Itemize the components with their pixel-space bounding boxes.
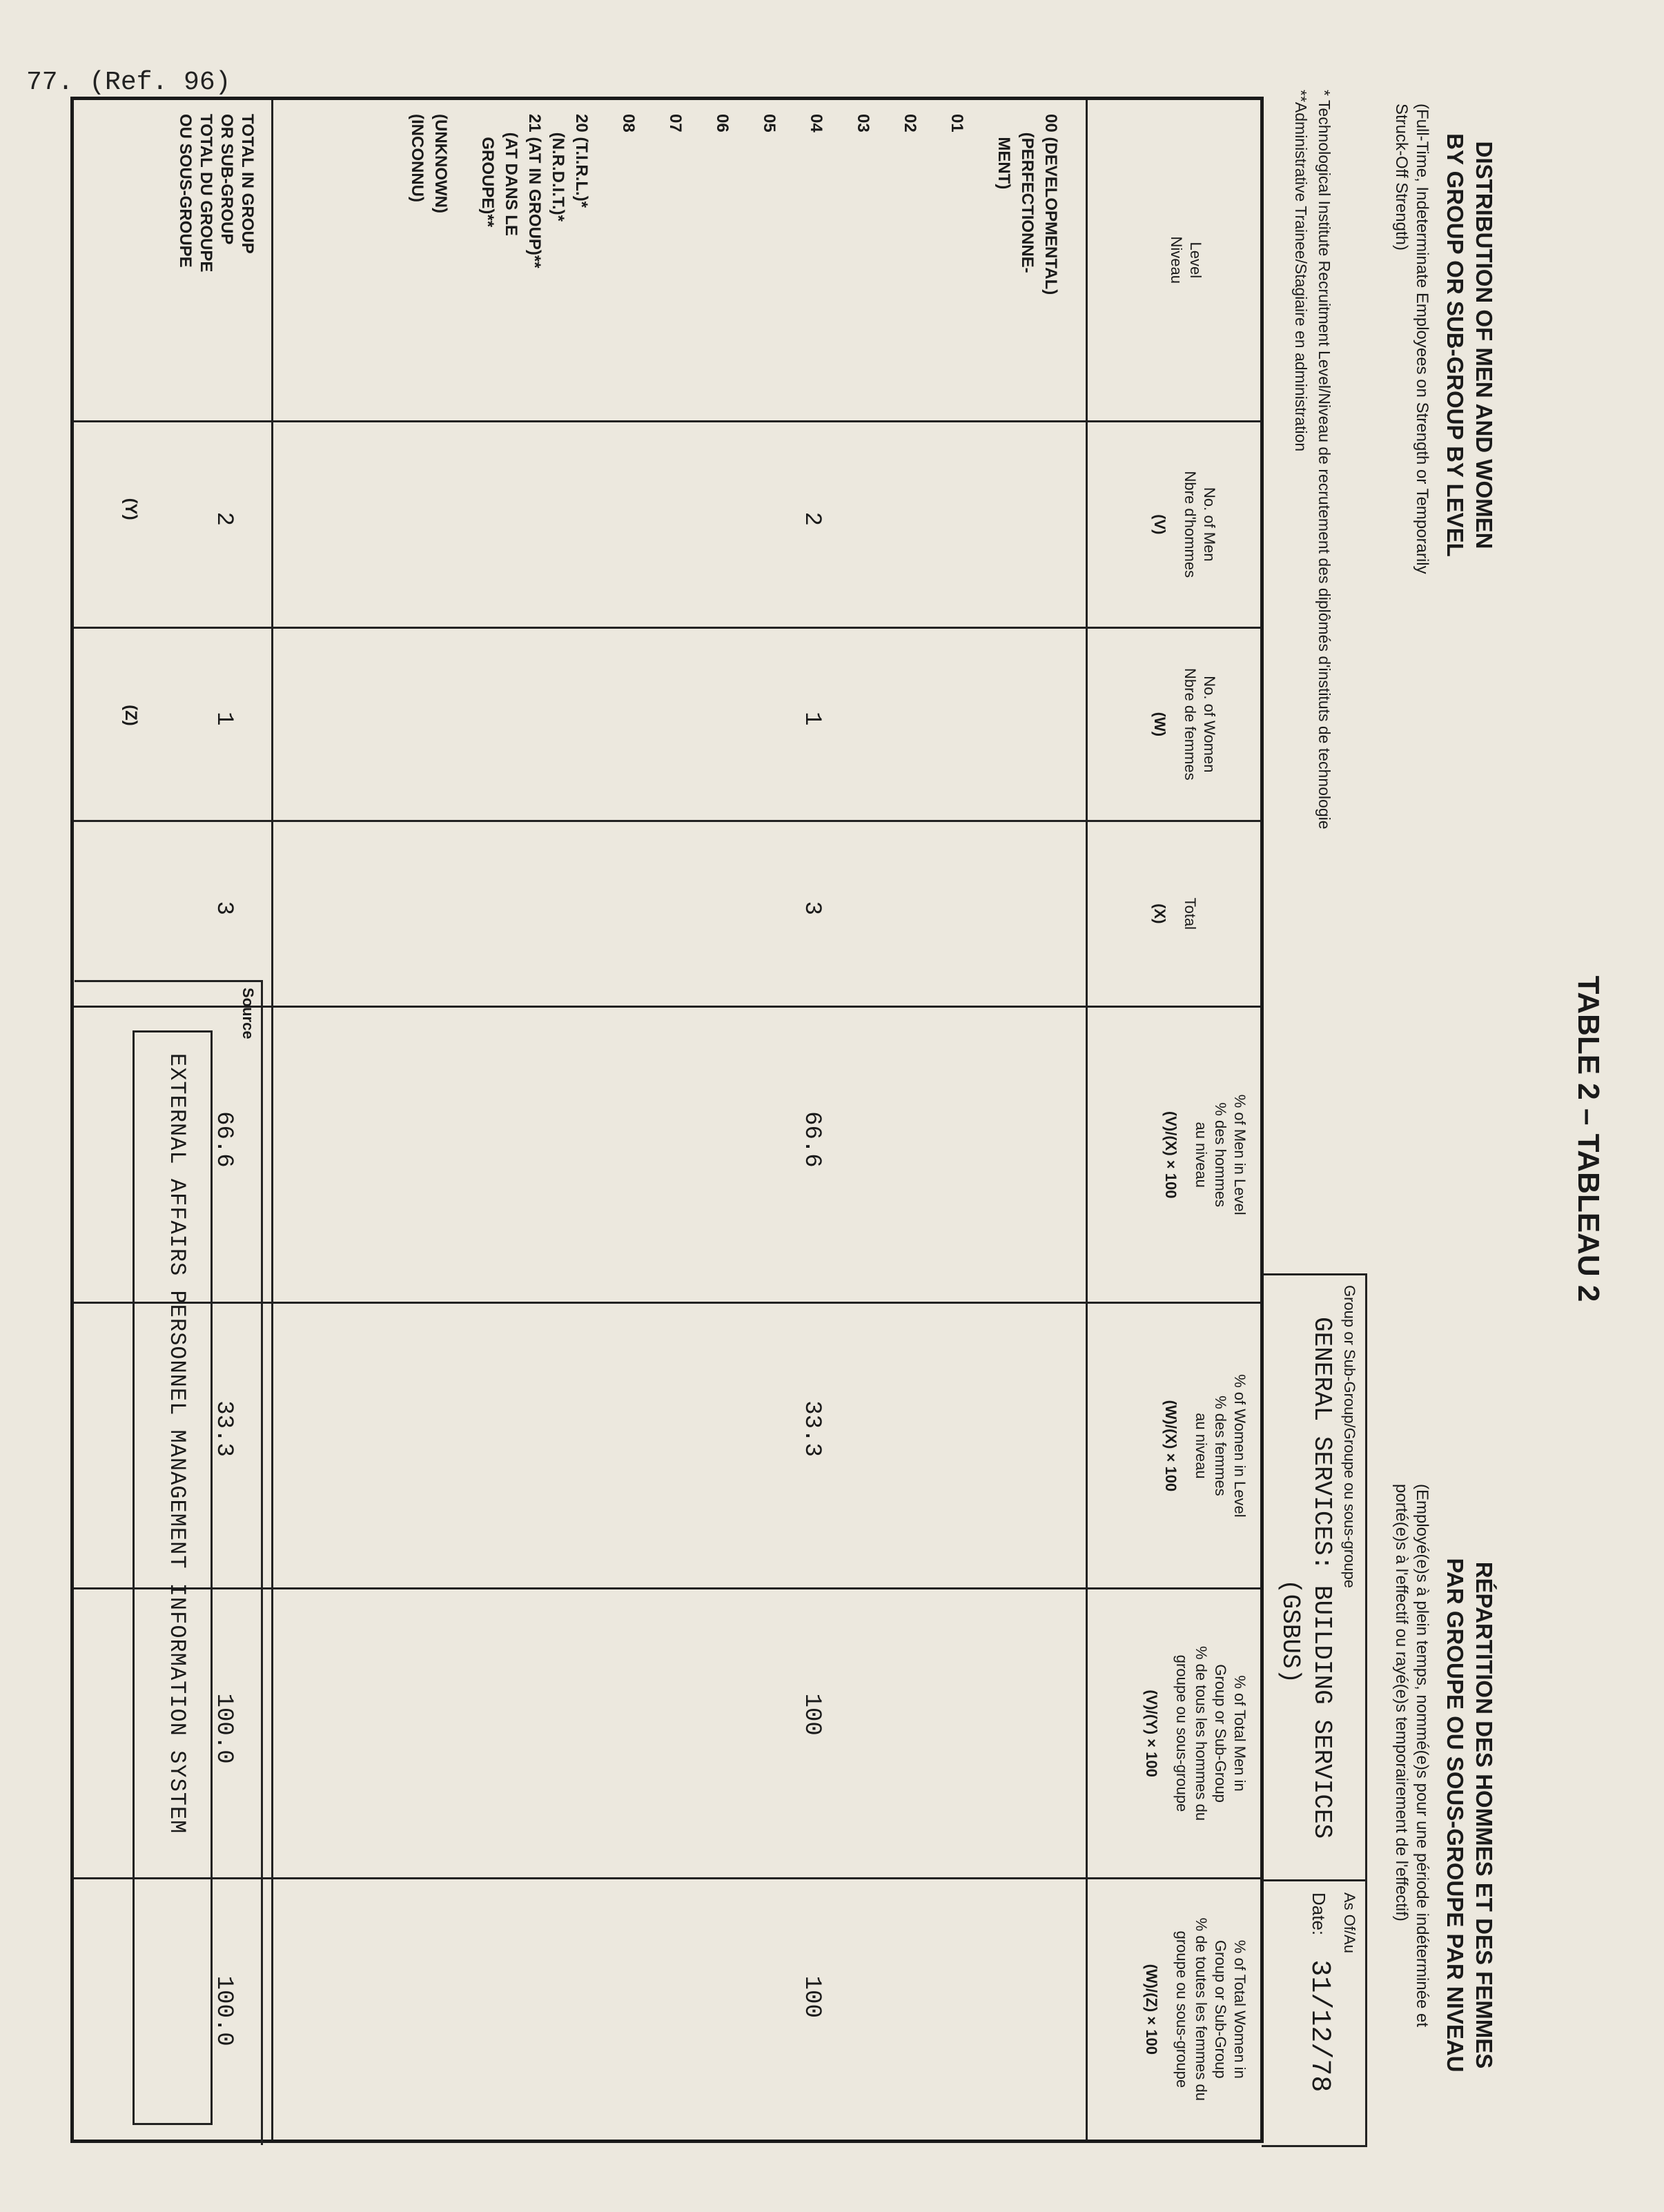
row-04-pct-men: 66.6 (799, 1111, 825, 1168)
col-total-en: Total (1182, 897, 1199, 930)
col-pct-women-en: % of Women in Level (1231, 1374, 1249, 1518)
totals-label-fr1: TOTAL DU GROUPE (197, 114, 215, 273)
header-en-sub2: Struck-Off Strength) (1392, 104, 1411, 251)
date-label: Date: (1309, 1892, 1329, 1936)
header-french (1391, 1484, 1498, 2160)
col-pct-total-women-header (1087, 1878, 1262, 2141)
col-men-header (1087, 421, 1262, 628)
level-list: 00 (DEVELOPMENTAL) (PERFECTIONNE- MENT) 01 02 03 04 05 06 07 08 20 (T.I.R.L.)* (N.R.D.I.T.)* 21 (AT IN GROUP)** (AT DANS LE GROUPE)** (UNKNOWN) (INCONNU) (408, 114, 1060, 295)
col-pct-total-men-fr1: % de tous les hommes du (1193, 1645, 1210, 1821)
date-row (1304, 1892, 1335, 2092)
col-pct-women-sym: (W)/(X) × 100 (1162, 1400, 1180, 1492)
total-pct-men: 66.6 (211, 1111, 237, 1168)
source-text-box (133, 1030, 213, 2125)
col-pct-women-fr2: au niveau (1193, 1413, 1210, 1479)
col-women-en: No. of Women (1201, 676, 1218, 773)
col-pct-men-fr1: % des hommes (1212, 1102, 1229, 1207)
as-of-box (1262, 1879, 1365, 2092)
col-pct-total-men-en1: % of Total Men in (1231, 1675, 1249, 1792)
col-pct-total-men-sym: (V)/(Y) × 100 (1143, 1690, 1160, 1777)
col-pct-women-fr1: % des femmes (1212, 1396, 1229, 1496)
col-level-fr: Niveau (1168, 236, 1185, 284)
col-pct-total-women-en2: Group or Sub-Group (1212, 1940, 1229, 2079)
row-04-pct-women: 33.3 (799, 1400, 825, 1457)
col-pct-total-men-header (1087, 1589, 1262, 1878)
total-pct-total-women: 100.0 (211, 1975, 237, 2046)
total-pct-women: 33.3 (211, 1400, 237, 1457)
group-value-line1: GENERAL SERVICES: BUILDING SERVICES (1308, 1317, 1336, 1839)
col-total-sym: (X) (1151, 903, 1168, 924)
group-label: Group or Sub-Group/Groupe ou sous-groupe (1341, 1285, 1358, 1589)
col-pct-men-sym: (V)/(X) × 100 (1162, 1110, 1180, 1199)
total-women-sym: (Z) (121, 705, 140, 726)
col-pct-men-fr2: au niveau (1193, 1122, 1210, 1188)
col-men-en: No. of Men (1201, 487, 1218, 562)
footnote-2: **Administrative Trainee/Stagiaire en administration (1292, 90, 1310, 452)
table-header-row (1087, 99, 1262, 2142)
col-women-header (1087, 628, 1262, 821)
footnotes (1289, 90, 1336, 830)
source-label: Source (239, 988, 257, 1039)
header-en-line1: DISTRIBUTION OF MEN AND WOMEN (1471, 141, 1497, 549)
total-men: 2 (211, 511, 237, 526)
totals-label-fr2: OU SOUS-GROUPE (176, 114, 195, 268)
as-of-label: As Of/Au (1341, 1892, 1358, 1954)
col-men-fr: Nbre d'hommes (1182, 471, 1199, 578)
col-level-en: Level (1187, 242, 1204, 279)
total-total: 3 (211, 901, 237, 916)
header-en-sub1: (Full-Time, Indeterminate Employees on Strength or Temporarily (1413, 104, 1431, 574)
group-value (1274, 1317, 1338, 1839)
table-body-row (273, 99, 1087, 2142)
header-fr-sub1: (Employé(e)s à plein temps, nommé(e)s pour une période indéterminée et (1413, 1484, 1431, 2028)
totals-label (161, 100, 271, 420)
footnote-1: * Technological Institute Recruitment Level/Niveau de recrutement des diplômés d'instituts de technologie (1315, 90, 1333, 830)
col-men-sym: (V) (1151, 514, 1168, 535)
header-fr-sub2: porté(e)s à l'effectif ou rayé(e)s temporairement de l'effectif) (1392, 1484, 1411, 1921)
total-women: 1 (211, 712, 237, 726)
row-04-pct-total-women: 100 (799, 1975, 825, 2018)
row-04-women: 1 (799, 712, 825, 726)
col-pct-total-women-fr2: groupe ou sous-groupe (1173, 1930, 1191, 2088)
col-pct-men-header (1087, 1007, 1262, 1303)
col-pct-women-header (1087, 1303, 1262, 1589)
date-value: 31/12/78 (1304, 1959, 1335, 2093)
header-english (1391, 104, 1498, 725)
group-value-line2: (GSBUS) (1276, 1579, 1304, 1684)
col-pct-total-men-fr2: groupe ou sous-groupe (1173, 1654, 1191, 1812)
total-pct-total-men: 100.0 (211, 1693, 237, 1764)
header-fr-line2: PAR GROUPE OU SOUS-GROUPE PAR NIVEAU (1442, 1558, 1468, 2073)
col-women-fr: Nbre de femmes (1182, 668, 1199, 781)
header-fr-line1: RÉPARTITION DES HOMMES ET DES FEMMES (1471, 1561, 1497, 2069)
row-04-pct-total-men: 100 (799, 1693, 825, 1736)
source-text: EXTERNAL AFFAIRS PERSONNEL MANAGEMENT INFORMATION SYSTEM (164, 1053, 190, 1834)
source-box (75, 980, 263, 2145)
table-title: TABLE 2 – TABLEAU 2 (1572, 975, 1605, 1302)
col-pct-total-women-en1: % of Total Women in (1231, 1939, 1249, 2079)
group-box (1262, 1273, 1367, 2147)
col-women-sym: (W) (1151, 712, 1168, 737)
row-04-men: 2 (799, 511, 825, 526)
row-04-total: 3 (799, 901, 825, 916)
col-pct-total-women-fr1: % de toutes les femmes du (1193, 1917, 1210, 2101)
totals-label-en2: OR SUB-GROUP (217, 114, 236, 245)
total-men-sym: (Y) (121, 498, 140, 520)
header-en-line2: BY GROUP OR SUB-GROUP BY LEVEL (1442, 133, 1468, 557)
col-total-header (1087, 821, 1262, 1006)
col-pct-total-men-en2: Group or Sub-Group (1212, 1664, 1229, 1803)
col-pct-men-en: % of Men in Level (1231, 1094, 1249, 1215)
reference-line: 77. (Ref. 96) (26, 68, 231, 97)
col-level-header (1087, 99, 1262, 422)
col-pct-total-women-sym: (W)/(Z) × 100 (1143, 1964, 1160, 2055)
totals-label-en1: TOTAL IN GROUP (238, 114, 257, 254)
